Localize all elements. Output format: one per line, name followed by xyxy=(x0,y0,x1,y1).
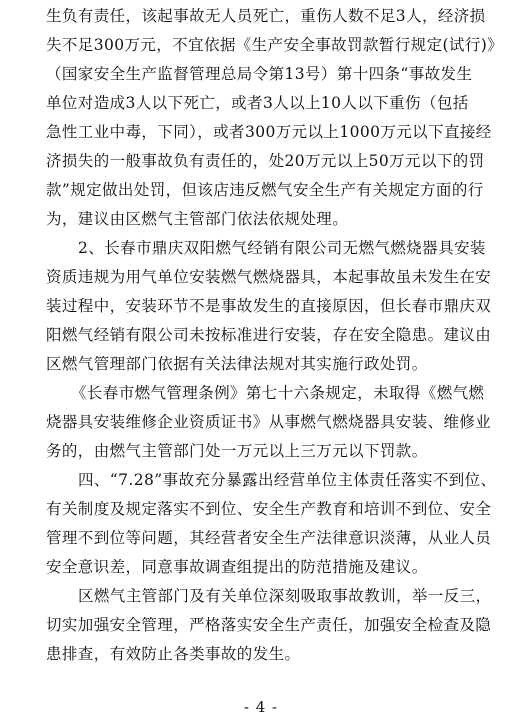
text-line-17: 四、“7.28”事故充分暴露出经营单位主体责任落实不到位、 xyxy=(78,471,497,489)
text-line-4: 单位对造成3人以下死亡，或者3人以上10人以下重伤（包括 xyxy=(46,94,469,112)
text-line-5: 急性工业中毒，下同），或者300万元以上1000万元以下直接经 xyxy=(46,123,492,141)
text-line-13: 区燃气管理部门依据有关法律法规对其实施行政处罚。 xyxy=(46,355,428,373)
text-line-3: （国家安全生产监督管理总局令第13号）第十四条“事故发生 xyxy=(46,65,473,83)
text-line-22: 切实加强安全管理，严格落实安全生产责任，加强安全检查及隐 xyxy=(46,616,492,634)
page-number: - 4 - xyxy=(243,698,279,716)
text-line-18: 有关制度及规定落实不到位、安全生产教育和培训不到位、安全 xyxy=(46,500,492,518)
text-line-10: 资质违规为用气单位安装燃气燃烧器具，本起事故虽未发生在安 xyxy=(46,268,492,286)
text-line-14: 《长春市燃气管理条例》第七十六条规定，未取得《燃气燃 xyxy=(71,384,485,402)
text-line-7: 款”规定做出处罚，但该店违反燃气安全生产有关规定方面的行 xyxy=(46,181,484,199)
text-line-16: 务的，由燃气主管部门处一万元以上三万元以下罚款。 xyxy=(46,442,428,460)
text-line-21: 区燃气主管部门及有关单位深刻吸取事故教训，举一反三， xyxy=(78,587,492,605)
text-line-1: 生负有责任，该起事故无人员死亡，重伤人数不足3人，经济损 xyxy=(46,7,486,25)
text-line-8: 为，建议由区燃气主管部门依法依规处理。 xyxy=(46,210,349,228)
text-line-20: 安全意识差，同意事故调查组提出的防范措施及建议。 xyxy=(46,558,428,576)
text-line-23: 患排查，有效防止各类事故的发生。 xyxy=(46,645,301,663)
text-line-19: 管理不到位等问题，其经营者安全生产法律意识淡薄，从业人员 xyxy=(46,529,492,547)
text-line-6: 济损失的一般事故负有责任的，处20万元以上50万元以下的罚 xyxy=(46,152,485,170)
text-line-15: 烧器具安装维修企业资质证书》从事燃气燃烧器具安装、维修业 xyxy=(46,413,492,431)
text-line-12: 阳燃气经销有限公司未按标准进行安装，存在安全隐患。建议由 xyxy=(46,326,492,344)
text-line-9: 2、长春市鼎庆双阳燃气经销有限公司无燃气燃烧器具安装 xyxy=(78,239,486,257)
text-line-11: 装过程中，安装环节不是事故发生的直接原因，但长春市鼎庆双 xyxy=(46,297,492,315)
text-line-2: 失不足300万元，不宜依据《生产安全事故罚款暂行规定(试行)》 xyxy=(46,36,504,54)
